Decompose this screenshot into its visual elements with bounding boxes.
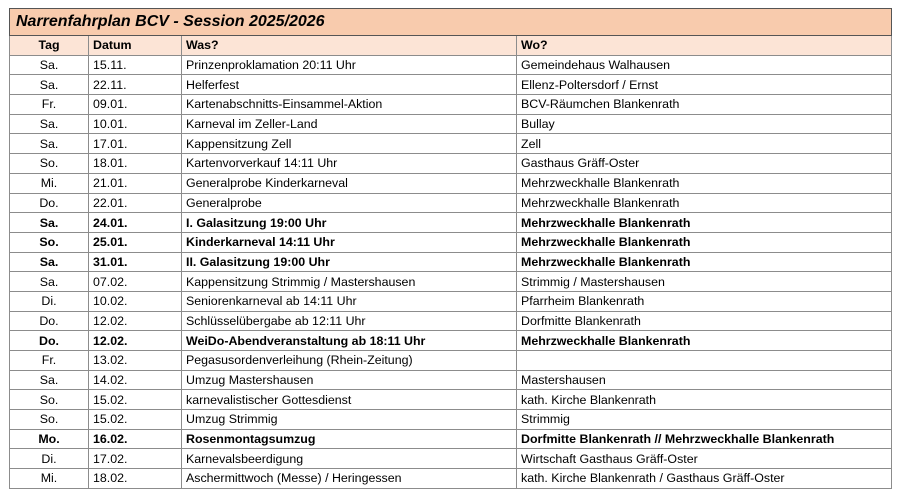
table-row xyxy=(10,331,892,351)
cell-tag[interactable]: So. xyxy=(10,232,89,252)
cell-was[interactable]: Pegasusordenverleihung (Rhein-Zeitung) xyxy=(182,351,517,371)
cell-tag[interactable]: Sa. xyxy=(10,75,89,95)
cell-datum[interactable]: 24.01. xyxy=(89,213,182,233)
cell-was[interactable]: Aschermittwoch (Messe) / Heringessen xyxy=(182,469,517,489)
table-row xyxy=(10,390,892,410)
cell-was[interactable]: Kappensitzung Zell xyxy=(182,134,517,154)
table-row xyxy=(10,232,892,252)
cell-was[interactable]: Generalprobe xyxy=(182,193,517,213)
cell-tag[interactable]: Sa. xyxy=(10,55,89,75)
cell-was[interactable]: Schlüsselübergabe ab 12:11 Uhr xyxy=(182,311,517,331)
cell-datum[interactable]: 10.02. xyxy=(89,291,182,311)
table-row xyxy=(10,272,892,292)
cell-was[interactable]: Kappensitzung Strimmig / Mastershausen xyxy=(182,272,517,292)
cell-wo[interactable]: Strimmig xyxy=(517,410,892,430)
cell-was[interactable]: Seniorenkarneval ab 14:11 Uhr xyxy=(182,291,517,311)
schedule-table xyxy=(9,8,892,489)
cell-was[interactable]: WeiDo-Abendveranstaltung ab 18:11 Uhr xyxy=(182,331,517,351)
cell-wo[interactable]: Gasthaus Gräff-Oster xyxy=(517,154,892,174)
cell-datum[interactable]: 18.01. xyxy=(89,154,182,174)
cell-wo[interactable]: Wirtschaft Gasthaus Gräff-Oster xyxy=(517,449,892,469)
header-was[interactable]: Was? xyxy=(182,36,517,56)
table-row xyxy=(10,469,892,489)
cell-wo[interactable]: kath. Kirche Blankenrath / Gasthaus Gräff-Oster xyxy=(517,469,892,489)
cell-was[interactable]: II. Galasitzung 19:00 Uhr xyxy=(182,252,517,272)
header-datum[interactable]: Datum xyxy=(89,36,182,56)
cell-tag[interactable]: Sa. xyxy=(10,252,89,272)
table-row xyxy=(10,213,892,233)
header-wo[interactable]: Wo? xyxy=(517,36,892,56)
cell-wo[interactable]: Mehrzweckhalle Blankenrath xyxy=(517,252,892,272)
cell-tag[interactable]: So. xyxy=(10,410,89,430)
cell-was[interactable]: Karnevalsbeerdigung xyxy=(182,449,517,469)
cell-wo[interactable]: Gemeindehaus Walhausen xyxy=(517,55,892,75)
cell-datum[interactable]: 21.01. xyxy=(89,173,182,193)
cell-wo[interactable]: Pfarrheim Blankenrath xyxy=(517,291,892,311)
cell-wo[interactable]: Mehrzweckhalle Blankenrath xyxy=(517,213,892,233)
cell-was[interactable]: karnevalistischer Gottesdienst xyxy=(182,390,517,410)
table-row xyxy=(10,154,892,174)
table-row xyxy=(10,75,892,95)
cell-datum[interactable]: 10.01. xyxy=(89,114,182,134)
cell-tag[interactable]: Sa. xyxy=(10,370,89,390)
cell-tag[interactable]: Sa. xyxy=(10,272,89,292)
cell-datum[interactable]: 12.02. xyxy=(89,311,182,331)
cell-wo[interactable]: Ellenz-Poltersdorf / Ernst xyxy=(517,75,892,95)
table-row xyxy=(10,95,892,115)
cell-wo[interactable]: Zell xyxy=(517,134,892,154)
cell-datum[interactable]: 15.02. xyxy=(89,410,182,430)
cell-datum[interactable]: 15.11. xyxy=(89,55,182,75)
cell-tag[interactable]: Do. xyxy=(10,331,89,351)
cell-datum[interactable]: 22.01. xyxy=(89,193,182,213)
cell-wo[interactable]: Mastershausen xyxy=(517,370,892,390)
cell-datum[interactable]: 16.02. xyxy=(89,429,182,449)
cell-was[interactable]: Kartenvorverkauf 14:11 Uhr xyxy=(182,154,517,174)
header-row xyxy=(10,36,892,56)
cell-datum[interactable]: 12.02. xyxy=(89,331,182,351)
cell-tag[interactable]: Mi. xyxy=(10,469,89,489)
cell-tag[interactable]: Mo. xyxy=(10,429,89,449)
cell-was[interactable]: Prinzenproklamation 20:11 Uhr xyxy=(182,55,517,75)
cell-wo[interactable]: Mehrzweckhalle Blankenrath xyxy=(517,232,892,252)
table-row xyxy=(10,410,892,430)
cell-tag[interactable]: Di. xyxy=(10,291,89,311)
cell-wo[interactable]: Dorfmitte Blankenrath // Mehrzweckhalle Blankenrath xyxy=(517,429,892,449)
cell-tag[interactable]: So. xyxy=(10,154,89,174)
cell-wo[interactable] xyxy=(517,351,892,371)
cell-wo[interactable]: Mehrzweckhalle Blankenrath xyxy=(517,173,892,193)
cell-datum[interactable]: 18.02. xyxy=(89,469,182,489)
cell-was[interactable]: Kinderkarneval 14:11 Uhr xyxy=(182,232,517,252)
cell-was[interactable]: Generalprobe Kinderkarneval xyxy=(182,173,517,193)
cell-tag[interactable]: Sa. xyxy=(10,114,89,134)
cell-datum[interactable]: 17.02. xyxy=(89,449,182,469)
table-row xyxy=(10,429,892,449)
cell-was[interactable]: Umzug Mastershausen xyxy=(182,370,517,390)
cell-was[interactable]: I. Galasitzung 19:00 Uhr xyxy=(182,213,517,233)
cell-wo[interactable]: Bullay xyxy=(517,114,892,134)
sheet-title[interactable]: Narrenfahrplan BCV - Session 2025/2026 xyxy=(10,9,892,36)
cell-tag[interactable]: Di. xyxy=(10,449,89,469)
cell-wo[interactable]: BCV-Räumchen Blankenrath xyxy=(517,95,892,115)
table-row xyxy=(10,370,892,390)
table-row xyxy=(10,252,892,272)
cell-tag[interactable]: Fr. xyxy=(10,351,89,371)
cell-was[interactable]: Helferfest xyxy=(182,75,517,95)
cell-datum[interactable]: 17.01. xyxy=(89,134,182,154)
cell-tag[interactable]: Do. xyxy=(10,193,89,213)
table-row xyxy=(10,55,892,75)
cell-wo[interactable]: Strimmig / Mastershausen xyxy=(517,272,892,292)
cell-wo[interactable]: kath. Kirche Blankenrath xyxy=(517,390,892,410)
table-row xyxy=(10,193,892,213)
cell-tag[interactable]: Sa. xyxy=(10,213,89,233)
cell-datum[interactable]: 14.02. xyxy=(89,370,182,390)
schedule-sheet xyxy=(9,8,891,489)
cell-datum[interactable]: 22.11. xyxy=(89,75,182,95)
table-row xyxy=(10,449,892,469)
cell-datum[interactable]: 09.01. xyxy=(89,95,182,115)
cell-wo[interactable]: Mehrzweckhalle Blankenrath xyxy=(517,193,892,213)
cell-was[interactable]: Rosenmontagsumzug xyxy=(182,429,517,449)
cell-was[interactable]: Kartenabschnitts-Einsammel-Aktion xyxy=(182,95,517,115)
cell-tag[interactable]: So. xyxy=(10,390,89,410)
cell-tag[interactable]: Fr. xyxy=(10,95,89,115)
table-row xyxy=(10,291,892,311)
cell-datum[interactable]: 31.01. xyxy=(89,252,182,272)
cell-wo[interactable]: Dorfmitte Blankenrath xyxy=(517,311,892,331)
cell-tag[interactable]: Mi. xyxy=(10,173,89,193)
cell-tag[interactable]: Sa. xyxy=(10,134,89,154)
cell-datum[interactable]: 25.01. xyxy=(89,232,182,252)
table-row xyxy=(10,114,892,134)
cell-datum[interactable]: 15.02. xyxy=(89,390,182,410)
cell-was[interactable]: Karneval im Zeller-Land xyxy=(182,114,517,134)
cell-tag[interactable]: Do. xyxy=(10,311,89,331)
table-row xyxy=(10,311,892,331)
table-row xyxy=(10,173,892,193)
cell-wo[interactable]: Mehrzweckhalle Blankenrath xyxy=(517,331,892,351)
cell-datum[interactable]: 13.02. xyxy=(89,351,182,371)
cell-was[interactable]: Umzug Strimmig xyxy=(182,410,517,430)
header-tag[interactable]: Tag xyxy=(10,36,89,56)
table-row xyxy=(10,351,892,371)
table-row xyxy=(10,134,892,154)
cell-datum[interactable]: 07.02. xyxy=(89,272,182,292)
